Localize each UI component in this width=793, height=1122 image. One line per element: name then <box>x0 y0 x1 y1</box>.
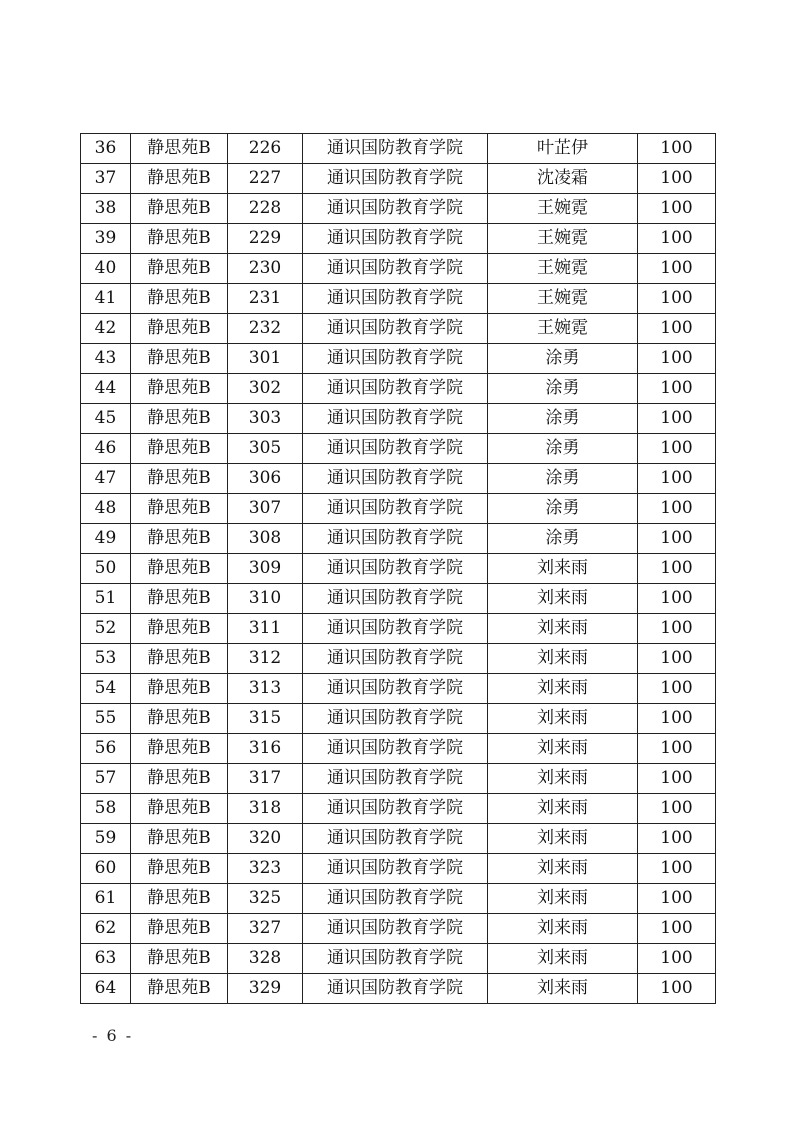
name-cell: 王婉霓 <box>488 194 638 224</box>
name-cell: 叶芷伊 <box>488 134 638 164</box>
table-row <box>81 704 716 734</box>
table-row <box>81 734 716 764</box>
row-index-cell: 45 <box>81 404 131 434</box>
row-index-cell: 52 <box>81 614 131 644</box>
building-cell: 静思苑B <box>131 584 228 614</box>
college-cell: 通识国防教育学院 <box>303 824 488 854</box>
name-cell: 刘来雨 <box>488 674 638 704</box>
score-cell: 100 <box>638 944 716 974</box>
room-number-cell: 316 <box>228 734 303 764</box>
row-index-cell: 42 <box>81 314 131 344</box>
college-cell: 通识国防教育学院 <box>303 314 488 344</box>
table-row <box>81 224 716 254</box>
score-cell: 100 <box>638 224 716 254</box>
room-number-cell: 230 <box>228 254 303 284</box>
room-number-cell: 318 <box>228 794 303 824</box>
score-cell: 100 <box>638 314 716 344</box>
row-index-cell: 47 <box>81 464 131 494</box>
name-cell: 王婉霓 <box>488 224 638 254</box>
name-cell: 涂勇 <box>488 464 638 494</box>
name-cell: 刘来雨 <box>488 644 638 674</box>
table-row <box>81 944 716 974</box>
room-number-cell: 310 <box>228 584 303 614</box>
row-index-cell: 58 <box>81 794 131 824</box>
row-index-cell: 39 <box>81 224 131 254</box>
room-number-cell: 311 <box>228 614 303 644</box>
college-cell: 通识国防教育学院 <box>303 764 488 794</box>
score-cell: 100 <box>638 164 716 194</box>
building-cell: 静思苑B <box>131 194 228 224</box>
room-number-cell: 313 <box>228 674 303 704</box>
name-cell: 涂勇 <box>488 494 638 524</box>
row-index-cell: 37 <box>81 164 131 194</box>
name-cell: 沈凌霜 <box>488 164 638 194</box>
name-cell: 刘来雨 <box>488 554 638 584</box>
score-cell: 100 <box>638 554 716 584</box>
score-cell: 100 <box>638 974 716 1004</box>
table-row <box>81 884 716 914</box>
table-row <box>81 284 716 314</box>
building-cell: 静思苑B <box>131 284 228 314</box>
room-number-cell: 232 <box>228 314 303 344</box>
score-cell: 100 <box>638 854 716 884</box>
building-cell: 静思苑B <box>131 884 228 914</box>
room-number-cell: 231 <box>228 284 303 314</box>
row-index-cell: 44 <box>81 374 131 404</box>
name-cell: 刘来雨 <box>488 614 638 644</box>
row-index-cell: 40 <box>81 254 131 284</box>
name-cell: 刘来雨 <box>488 734 638 764</box>
row-index-cell: 43 <box>81 344 131 374</box>
table-row <box>81 464 716 494</box>
building-cell: 静思苑B <box>131 974 228 1004</box>
name-cell: 涂勇 <box>488 524 638 554</box>
room-number-cell: 329 <box>228 974 303 1004</box>
row-index-cell: 50 <box>81 554 131 584</box>
room-number-cell: 301 <box>228 344 303 374</box>
building-cell: 静思苑B <box>131 464 228 494</box>
table-row <box>81 674 716 704</box>
name-cell: 刘来雨 <box>488 884 638 914</box>
table-row <box>81 374 716 404</box>
room-number-cell: 317 <box>228 764 303 794</box>
college-cell: 通识国防教育学院 <box>303 944 488 974</box>
row-index-cell: 38 <box>81 194 131 224</box>
row-index-cell: 61 <box>81 884 131 914</box>
row-index-cell: 48 <box>81 494 131 524</box>
building-cell: 静思苑B <box>131 794 228 824</box>
room-number-cell: 303 <box>228 404 303 434</box>
building-cell: 静思苑B <box>131 524 228 554</box>
room-number-cell: 312 <box>228 644 303 674</box>
room-number-cell: 229 <box>228 224 303 254</box>
college-cell: 通识国防教育学院 <box>303 584 488 614</box>
college-cell: 通识国防教育学院 <box>303 614 488 644</box>
table-row <box>81 614 716 644</box>
row-index-cell: 59 <box>81 824 131 854</box>
table-row <box>81 494 716 524</box>
name-cell: 刘来雨 <box>488 704 638 734</box>
college-cell: 通识国防教育学院 <box>303 404 488 434</box>
college-cell: 通识国防教育学院 <box>303 254 488 284</box>
table-row <box>81 434 716 464</box>
name-cell: 刘来雨 <box>488 824 638 854</box>
room-number-cell: 226 <box>228 134 303 164</box>
college-cell: 通识国防教育学院 <box>303 464 488 494</box>
room-number-cell: 307 <box>228 494 303 524</box>
score-cell: 100 <box>638 194 716 224</box>
building-cell: 静思苑B <box>131 134 228 164</box>
table-body <box>81 134 716 1004</box>
room-number-cell: 308 <box>228 524 303 554</box>
row-index-cell: 49 <box>81 524 131 554</box>
building-cell: 静思苑B <box>131 944 228 974</box>
college-cell: 通识国防教育学院 <box>303 434 488 464</box>
row-index-cell: 54 <box>81 674 131 704</box>
college-cell: 通识国防教育学院 <box>303 884 488 914</box>
row-index-cell: 53 <box>81 644 131 674</box>
building-cell: 静思苑B <box>131 164 228 194</box>
room-number-cell: 323 <box>228 854 303 884</box>
name-cell: 王婉霓 <box>488 254 638 284</box>
building-cell: 静思苑B <box>131 914 228 944</box>
score-cell: 100 <box>638 434 716 464</box>
name-cell: 刘来雨 <box>488 944 638 974</box>
row-index-cell: 51 <box>81 584 131 614</box>
building-cell: 静思苑B <box>131 224 228 254</box>
score-cell: 100 <box>638 734 716 764</box>
row-index-cell: 41 <box>81 284 131 314</box>
score-cell: 100 <box>638 374 716 404</box>
room-number-cell: 327 <box>228 914 303 944</box>
table-row <box>81 524 716 554</box>
college-cell: 通识国防教育学院 <box>303 674 488 704</box>
building-cell: 静思苑B <box>131 764 228 794</box>
table-row <box>81 974 716 1004</box>
name-cell: 涂勇 <box>488 374 638 404</box>
dormitory-table <box>80 133 716 1004</box>
college-cell: 通识国防教育学院 <box>303 224 488 254</box>
row-index-cell: 55 <box>81 704 131 734</box>
row-index-cell: 46 <box>81 434 131 464</box>
row-index-cell: 62 <box>81 914 131 944</box>
name-cell: 刘来雨 <box>488 764 638 794</box>
room-number-cell: 328 <box>228 944 303 974</box>
score-cell: 100 <box>638 614 716 644</box>
score-cell: 100 <box>638 644 716 674</box>
table-row <box>81 764 716 794</box>
table-row <box>81 854 716 884</box>
score-cell: 100 <box>638 524 716 554</box>
college-cell: 通识国防教育学院 <box>303 494 488 524</box>
score-cell: 100 <box>638 404 716 434</box>
building-cell: 静思苑B <box>131 254 228 284</box>
building-cell: 静思苑B <box>131 494 228 524</box>
name-cell: 涂勇 <box>488 344 638 374</box>
college-cell: 通识国防教育学院 <box>303 164 488 194</box>
row-index-cell: 60 <box>81 854 131 884</box>
building-cell: 静思苑B <box>131 434 228 464</box>
room-number-cell: 309 <box>228 554 303 584</box>
building-cell: 静思苑B <box>131 374 228 404</box>
college-cell: 通识国防教育学院 <box>303 524 488 554</box>
college-cell: 通识国防教育学院 <box>303 914 488 944</box>
row-index-cell: 57 <box>81 764 131 794</box>
table-row <box>81 824 716 854</box>
room-number-cell: 227 <box>228 164 303 194</box>
room-number-cell: 305 <box>228 434 303 464</box>
row-index-cell: 64 <box>81 974 131 1004</box>
college-cell: 通识国防教育学院 <box>303 704 488 734</box>
score-cell: 100 <box>638 134 716 164</box>
room-number-cell: 306 <box>228 464 303 494</box>
table-row <box>81 914 716 944</box>
table-row <box>81 644 716 674</box>
table-row <box>81 794 716 824</box>
score-cell: 100 <box>638 584 716 614</box>
score-cell: 100 <box>638 704 716 734</box>
table-row <box>81 404 716 434</box>
building-cell: 静思苑B <box>131 344 228 374</box>
room-number-cell: 228 <box>228 194 303 224</box>
score-cell: 100 <box>638 344 716 374</box>
building-cell: 静思苑B <box>131 824 228 854</box>
building-cell: 静思苑B <box>131 644 228 674</box>
room-number-cell: 325 <box>228 884 303 914</box>
name-cell: 涂勇 <box>488 434 638 464</box>
college-cell: 通识国防教育学院 <box>303 134 488 164</box>
college-cell: 通识国防教育学院 <box>303 374 488 404</box>
table-row <box>81 314 716 344</box>
room-number-cell: 320 <box>228 824 303 854</box>
table-row <box>81 194 716 224</box>
row-index-cell: 56 <box>81 734 131 764</box>
score-cell: 100 <box>638 284 716 314</box>
table-row <box>81 164 716 194</box>
room-number-cell: 315 <box>228 704 303 734</box>
building-cell: 静思苑B <box>131 734 228 764</box>
table-row <box>81 554 716 584</box>
college-cell: 通识国防教育学院 <box>303 734 488 764</box>
building-cell: 静思苑B <box>131 704 228 734</box>
college-cell: 通识国防教育学院 <box>303 284 488 314</box>
college-cell: 通识国防教育学院 <box>303 794 488 824</box>
name-cell: 刘来雨 <box>488 794 638 824</box>
score-cell: 100 <box>638 674 716 704</box>
college-cell: 通识国防教育学院 <box>303 974 488 1004</box>
score-cell: 100 <box>638 794 716 824</box>
college-cell: 通识国防教育学院 <box>303 344 488 374</box>
row-index-cell: 36 <box>81 134 131 164</box>
building-cell: 静思苑B <box>131 614 228 644</box>
table-row <box>81 254 716 284</box>
score-cell: 100 <box>638 764 716 794</box>
table-row <box>81 134 716 164</box>
name-cell: 王婉霓 <box>488 314 638 344</box>
name-cell: 刘来雨 <box>488 914 638 944</box>
table-row <box>81 344 716 374</box>
score-cell: 100 <box>638 494 716 524</box>
college-cell: 通识国防教育学院 <box>303 554 488 584</box>
name-cell: 涂勇 <box>488 404 638 434</box>
table-row <box>81 584 716 614</box>
name-cell: 王婉霓 <box>488 284 638 314</box>
college-cell: 通识国防教育学院 <box>303 644 488 674</box>
score-cell: 100 <box>638 914 716 944</box>
room-number-cell: 302 <box>228 374 303 404</box>
building-cell: 静思苑B <box>131 554 228 584</box>
college-cell: 通识国防教育学院 <box>303 854 488 884</box>
score-cell: 100 <box>638 884 716 914</box>
building-cell: 静思苑B <box>131 674 228 704</box>
name-cell: 刘来雨 <box>488 854 638 884</box>
score-cell: 100 <box>638 824 716 854</box>
page-number: - 6 - <box>92 1026 134 1045</box>
building-cell: 静思苑B <box>131 314 228 344</box>
name-cell: 刘来雨 <box>488 584 638 614</box>
score-cell: 100 <box>638 464 716 494</box>
college-cell: 通识国防教育学院 <box>303 194 488 224</box>
row-index-cell: 63 <box>81 944 131 974</box>
building-cell: 静思苑B <box>131 854 228 884</box>
score-cell: 100 <box>638 254 716 284</box>
building-cell: 静思苑B <box>131 404 228 434</box>
name-cell: 刘来雨 <box>488 974 638 1004</box>
